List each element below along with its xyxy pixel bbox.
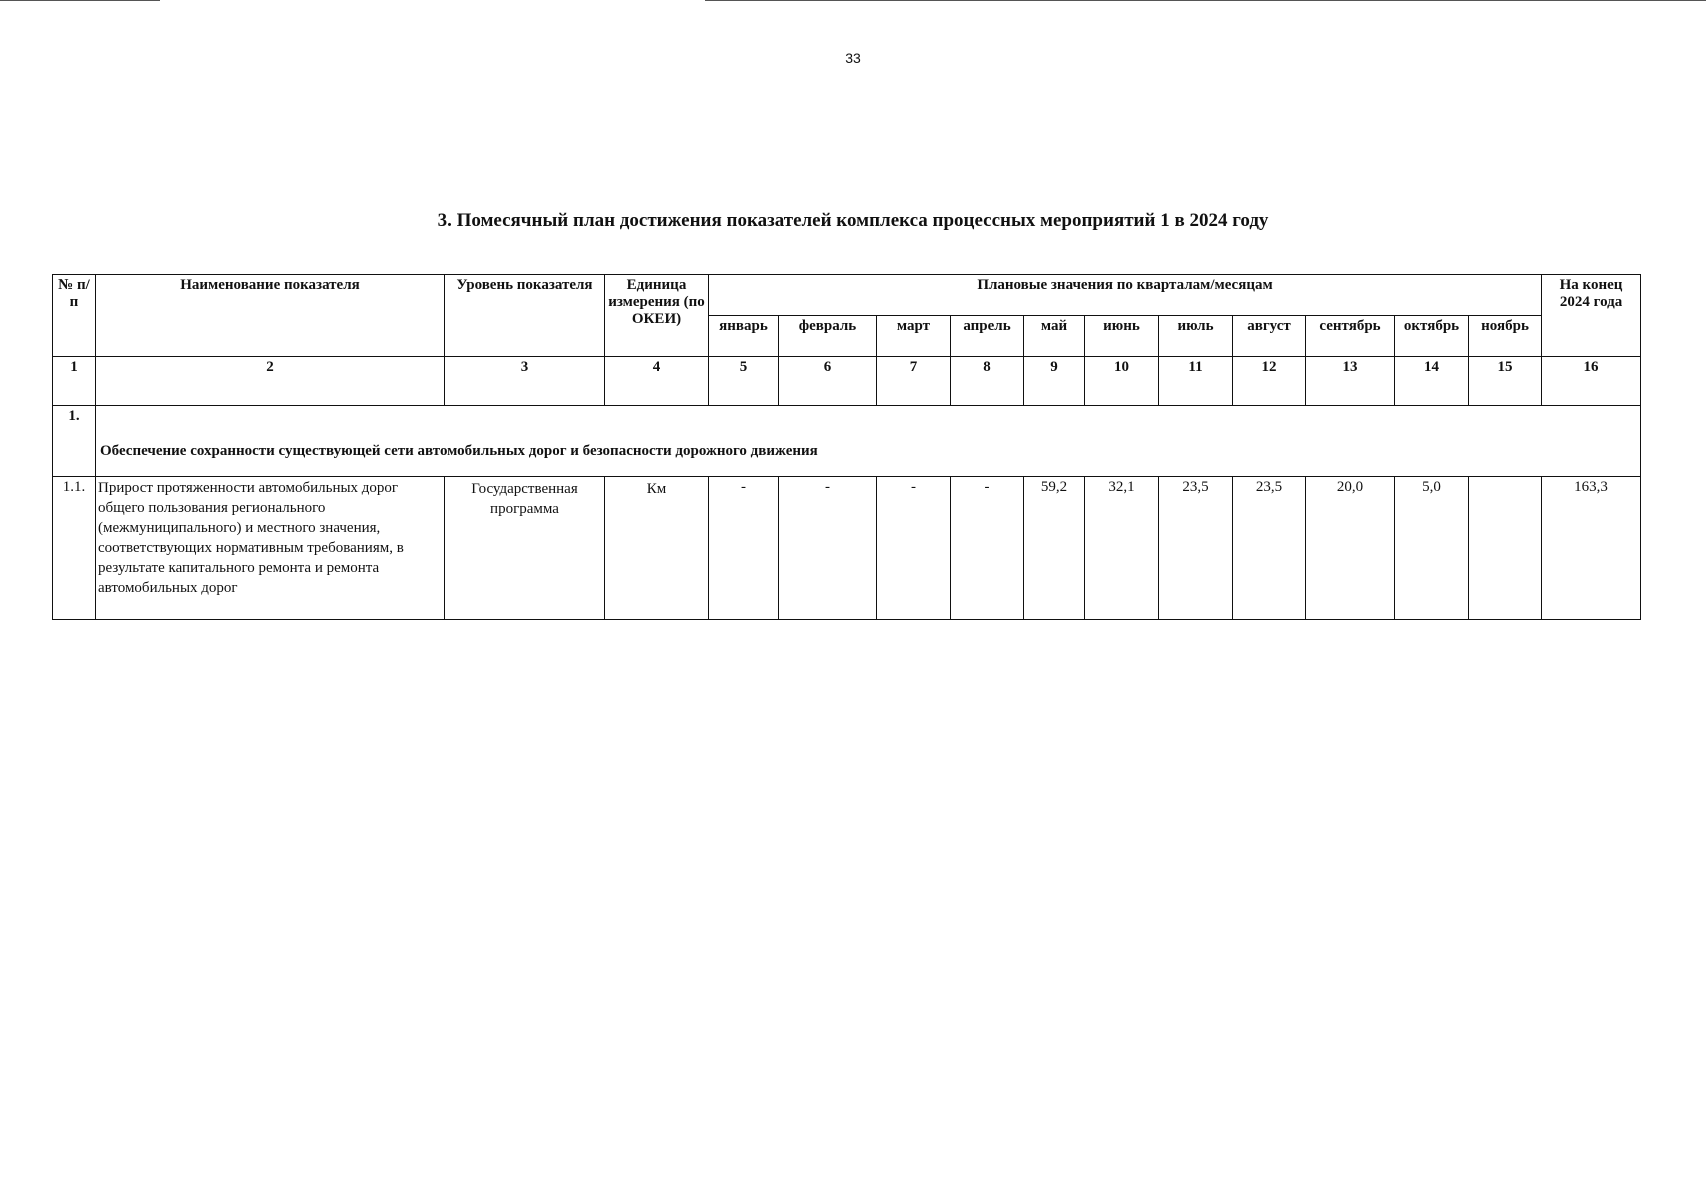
column-number: 8: [951, 357, 1024, 406]
header-month: май: [1024, 316, 1085, 357]
page-number: 33: [845, 50, 861, 66]
header-row-main: [53, 275, 1641, 316]
column-number: 13: [1306, 357, 1395, 406]
column-number: 6: [779, 357, 877, 406]
header-num: № п/п: [53, 275, 96, 357]
month-value: [1469, 477, 1542, 620]
header-month: июль: [1159, 316, 1233, 357]
month-value: 23,5: [1159, 477, 1233, 620]
month-value: -: [951, 477, 1024, 620]
header-month: июнь: [1085, 316, 1159, 357]
header-month: апрель: [951, 316, 1024, 357]
header-end-of-year: На конец 2024 года: [1542, 275, 1641, 357]
header-month: февраль: [779, 316, 877, 357]
header-level: Уровень показателя: [445, 275, 605, 357]
table-row: [53, 477, 1641, 620]
header-month: март: [877, 316, 951, 357]
column-number: 10: [1085, 357, 1159, 406]
header-month: сентябрь: [1306, 316, 1395, 357]
column-number: 5: [709, 357, 779, 406]
scan-edge-line-left: [0, 0, 160, 1]
month-value: 32,1: [1085, 477, 1159, 620]
scan-edge-line-right: [705, 0, 1706, 1]
header-month: август: [1233, 316, 1306, 357]
column-number: 14: [1395, 357, 1469, 406]
header-month: октябрь: [1395, 316, 1469, 357]
column-number: 3: [445, 357, 605, 406]
header-name: Наименование показателя: [96, 275, 445, 357]
column-number: 4: [605, 357, 709, 406]
monthly-plan-table: [52, 274, 1641, 620]
month-value: 20,0: [1306, 477, 1395, 620]
section-title: Обеспечение сохранности существующей сети автомобильных дорог и безопасности дорожного движения: [96, 406, 1641, 477]
header-unit: Единица измерения (по ОКЕИ): [605, 275, 709, 357]
section-row: [53, 406, 1641, 477]
column-number: 2: [96, 357, 445, 406]
month-value: 59,2: [1024, 477, 1085, 620]
column-number-row: [53, 357, 1641, 406]
month-value: -: [709, 477, 779, 620]
column-number: 7: [877, 357, 951, 406]
column-number: 16: [1542, 357, 1641, 406]
header-month: январь: [709, 316, 779, 357]
header-planned-values: Плановые значения по кварталам/месяцам: [709, 275, 1542, 316]
column-number: 12: [1233, 357, 1306, 406]
column-number: 15: [1469, 357, 1542, 406]
document-title: 3. Помесячный план достижения показателей комплекса процессных мероприятий 1 в 2024 году: [437, 210, 1269, 231]
section-number: 1.: [53, 406, 96, 477]
month-value: 5,0: [1395, 477, 1469, 620]
month-value: 23,5: [1233, 477, 1306, 620]
column-number: 9: [1024, 357, 1085, 406]
month-value: -: [779, 477, 877, 620]
end-of-year-value: 163,3: [1542, 477, 1641, 620]
indicator-unit: Км: [605, 477, 709, 620]
row-number: 1.1.: [53, 477, 96, 620]
column-number: 11: [1159, 357, 1233, 406]
column-number: 1: [53, 357, 96, 406]
month-value: -: [877, 477, 951, 620]
header-month: ноябрь: [1469, 316, 1542, 357]
indicator-name: Прирост протяженности автомобильных дорог общего пользования регионального (межмуниципального) и местного значения, соответствующих нормативным требованиям, в результате капитального ремонта и ремонта автомобильных дорог: [96, 477, 445, 620]
indicator-level: Государственная программа: [445, 477, 605, 620]
